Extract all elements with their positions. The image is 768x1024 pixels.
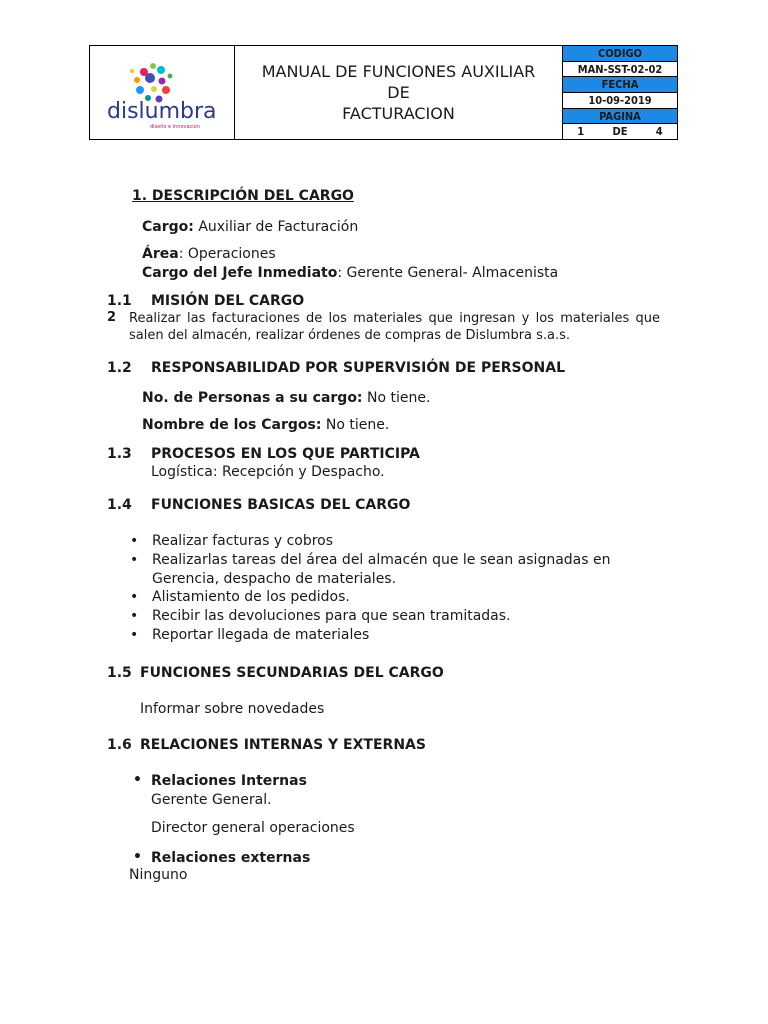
list-item: • Realizar facturas y cobros xyxy=(152,532,672,551)
logo-wordmark: dislumbra xyxy=(107,99,217,124)
document-title xyxy=(235,46,563,139)
procesos-text: Logística: Recepción y Despacho. xyxy=(151,464,385,480)
basic-functions-list xyxy=(112,532,672,645)
internas-item-2: Director general operaciones xyxy=(151,820,355,836)
externas-item-1: Ninguno xyxy=(129,867,188,883)
section-1-2-number: 1.2 xyxy=(107,360,132,376)
secundarias-text: Informar sobre novedades xyxy=(140,701,325,717)
section-1-5-heading: FUNCIONES SECUNDARIAS DEL CARGO xyxy=(140,665,444,681)
section-1-1-heading: MISIÓN DEL CARGO xyxy=(151,293,305,309)
cargo-label: Cargo: xyxy=(142,219,194,235)
jefe-value: : Gerente General- Almacenista xyxy=(337,265,559,281)
jefe-label: Cargo del Jefe Inmediato xyxy=(142,265,338,281)
list-item: • Realizarlas tareas del área del almacén que le sean asignadas en Gerencia, despacho de materiales. xyxy=(152,551,672,589)
list-item: • Alistamiento de los pedidos. xyxy=(152,588,672,607)
document-header xyxy=(89,45,678,140)
code-table xyxy=(563,46,677,139)
fecha-label: FECHA xyxy=(563,77,677,93)
jefe-line xyxy=(142,264,558,282)
area-line xyxy=(142,245,276,263)
pagina-value: 1 DE 4 xyxy=(577,125,663,139)
section-1-4-number: 1.4 xyxy=(107,497,132,513)
section-1-5-number: 1.5 xyxy=(107,665,132,681)
title-line-2: FACTURACION xyxy=(342,104,455,123)
mission-text: Realizar las facturaciones de los materiales que ingresan y los materiales que salen del almacén, realizar órdenes de compras de Dislumbra s.a.s. xyxy=(129,311,660,343)
internas-item-1: Gerente General. xyxy=(151,792,272,808)
fecha-value: 10-09-2019 xyxy=(563,93,677,109)
personas-line xyxy=(142,389,430,407)
section-1-1-number: 1.1 xyxy=(107,293,132,309)
internas-label: Relaciones Internas xyxy=(151,773,307,789)
section-1-6-number: 1.6 xyxy=(107,737,132,753)
title-line-1: MANUAL DE FUNCIONES AUXILIAR DE xyxy=(261,62,536,102)
dislumbra-logo xyxy=(104,56,222,132)
area-label: Área xyxy=(142,246,179,262)
mission-item-number: 2 xyxy=(107,310,117,325)
section-1-3-heading: PROCESOS EN LOS QUE PARTICIPA xyxy=(151,446,420,462)
personas-label: No. de Personas a su cargo: xyxy=(142,390,363,406)
externas-label: Relaciones externas xyxy=(151,850,311,866)
section-1-heading: 1. DESCRIPCIÓN DEL CARGO xyxy=(132,188,354,204)
nombres-value: No tiene. xyxy=(321,417,390,433)
logo-cell xyxy=(90,46,235,139)
nombres-label: Nombre de los Cargos: xyxy=(142,417,322,433)
codigo-value: MAN-SST-02-02 xyxy=(563,62,677,78)
codigo-label: CODIGO xyxy=(563,46,677,62)
area-value: : Operaciones xyxy=(178,246,276,262)
personas-value: No tiene. xyxy=(362,390,431,406)
logo-tagline: diseño e innovación xyxy=(150,124,200,130)
section-1-4-heading: FUNCIONES BASICAS DEL CARGO xyxy=(151,497,411,513)
list-item: • Reportar llegada de materiales xyxy=(152,626,672,645)
bullet-icon: • xyxy=(133,772,142,788)
section-1-3-number: 1.3 xyxy=(107,446,132,462)
cargo-line xyxy=(142,218,358,236)
pagina-label: PAGINA xyxy=(563,109,677,125)
nombres-line xyxy=(142,416,389,434)
bullet-icon: • xyxy=(133,849,142,865)
section-1-6-heading: RELACIONES INTERNAS Y EXTERNAS xyxy=(140,737,426,753)
section-1-2-heading: RESPONSABILIDAD POR SUPERVISIÓN DE PERSONAL xyxy=(151,360,566,376)
list-item: • Recibir las devoluciones para que sean tramitadas. xyxy=(152,607,672,626)
cargo-value: Auxiliar de Facturación xyxy=(193,219,359,235)
